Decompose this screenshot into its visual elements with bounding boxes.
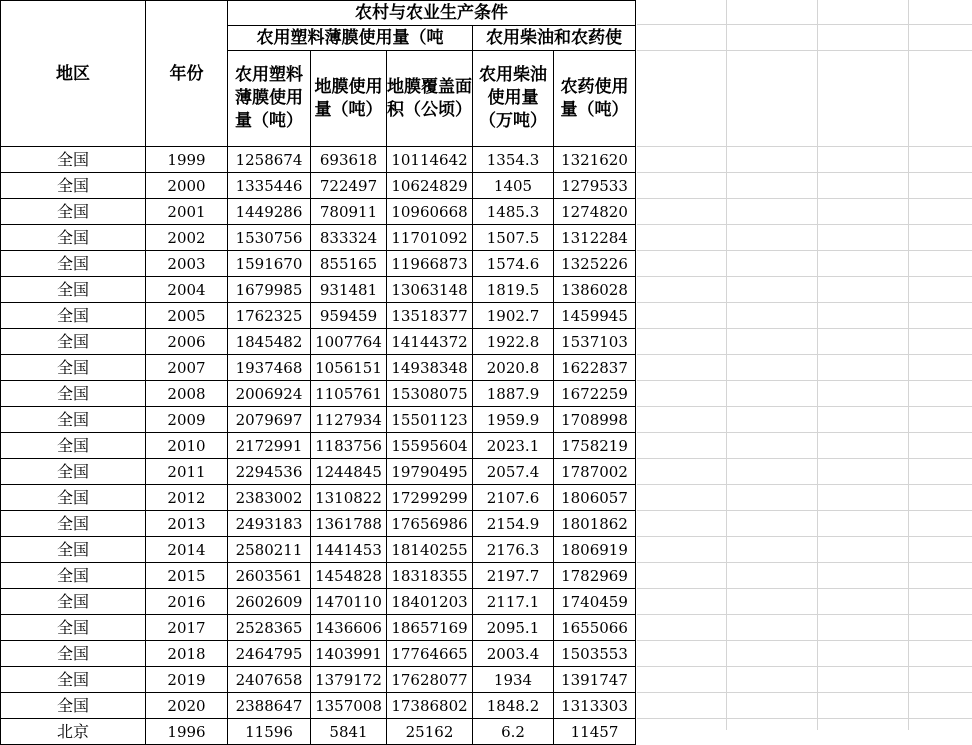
- cell-diesel[interactable]: 2023.1: [473, 433, 554, 459]
- table-row: [1, 199, 636, 225]
- cell-region[interactable]: 全国: [1, 485, 146, 511]
- cell-diesel[interactable]: 2107.6: [473, 485, 554, 511]
- grid-line: [637, 354, 972, 355]
- cell-year[interactable]: 2012: [146, 485, 228, 511]
- cell-diesel[interactable]: 1922.8: [473, 329, 554, 355]
- cell-year[interactable]: 2013: [146, 511, 228, 537]
- cell-region[interactable]: 全国: [1, 173, 146, 199]
- cell-mulch[interactable]: 1007764: [311, 329, 387, 355]
- cell-region[interactable]: 全国: [1, 303, 146, 329]
- cell-mulch[interactable]: 780911: [311, 199, 387, 225]
- cell-area[interactable]: 14938348: [387, 355, 473, 381]
- table-row: [1, 537, 636, 563]
- cell-diesel[interactable]: 1405: [473, 173, 554, 199]
- cell-mulch[interactable]: 1361788: [311, 511, 387, 537]
- cell-diesel[interactable]: 1887.9: [473, 381, 554, 407]
- table-row: [1, 433, 636, 459]
- cell-diesel[interactable]: 2176.3: [473, 537, 554, 563]
- cell-pesticide[interactable]: 1503553: [554, 641, 636, 667]
- cell-area[interactable]: 18401203: [387, 589, 473, 615]
- cell-film[interactable]: 2493183: [228, 511, 311, 537]
- cell-pesticide[interactable]: 1806919: [554, 537, 636, 563]
- cell-region[interactable]: 全国: [1, 667, 146, 693]
- cell-mulch[interactable]: 1244845: [311, 459, 387, 485]
- cell-pesticide[interactable]: 1655066: [554, 615, 636, 641]
- grid-line: [637, 302, 972, 303]
- cell-region[interactable]: 全国: [1, 277, 146, 303]
- cell-area[interactable]: 25162: [387, 719, 473, 745]
- cell-region[interactable]: 全国: [1, 147, 146, 173]
- grid-line: [637, 276, 972, 277]
- grid-line: [637, 198, 972, 199]
- cell-area[interactable]: 15308075: [387, 381, 473, 407]
- cell-pesticide[interactable]: 1312284: [554, 225, 636, 251]
- cell-pesticide[interactable]: 1740459: [554, 589, 636, 615]
- cell-year[interactable]: 2018: [146, 641, 228, 667]
- header-mulch[interactable]: 地膜使用量（吨）: [311, 51, 387, 147]
- cell-film[interactable]: 1845482: [228, 329, 311, 355]
- cell-year[interactable]: 2011: [146, 459, 228, 485]
- grid-line: [637, 432, 972, 433]
- grid-line: [637, 692, 972, 693]
- cell-pesticide[interactable]: 1321620: [554, 147, 636, 173]
- header-film[interactable]: 农用塑料薄膜使用量（吨）: [228, 51, 311, 147]
- cell-mulch[interactable]: 1310822: [311, 485, 387, 511]
- cell-year[interactable]: 2001: [146, 199, 228, 225]
- cell-pesticide[interactable]: 11457: [554, 719, 636, 745]
- grid-line: [637, 250, 972, 251]
- grid-line: [637, 24, 972, 25]
- table-row: [1, 381, 636, 407]
- cell-film[interactable]: 2407658: [228, 667, 311, 693]
- cell-mulch[interactable]: 1183756: [311, 433, 387, 459]
- header-year[interactable]: 年份: [146, 1, 228, 147]
- grid-line: [637, 172, 972, 173]
- grid-line: [637, 588, 972, 589]
- cell-area[interactable]: 18140255: [387, 537, 473, 563]
- cell-film[interactable]: 1258674: [228, 147, 311, 173]
- table-row: [1, 277, 636, 303]
- cell-year[interactable]: 1996: [146, 719, 228, 745]
- cell-region[interactable]: 全国: [1, 459, 146, 485]
- cell-diesel[interactable]: 6.2: [473, 719, 554, 745]
- table-row: [1, 615, 636, 641]
- cell-pesticide[interactable]: 1787002: [554, 459, 636, 485]
- cell-year[interactable]: 2015: [146, 563, 228, 589]
- header-area[interactable]: 地膜覆盖面积（公顷）: [387, 51, 473, 147]
- header-subgroup-plastic[interactable]: 农用塑料薄膜使用量（吨: [228, 26, 473, 51]
- grid-line: [637, 536, 972, 537]
- header-diesel[interactable]: 农用柴油使用量（万吨）: [473, 51, 554, 147]
- table-row: [1, 147, 636, 173]
- table-row: [1, 719, 636, 745]
- grid-line: [726, 0, 727, 730]
- cell-film[interactable]: 2580211: [228, 537, 311, 563]
- cell-year[interactable]: 2007: [146, 355, 228, 381]
- cell-film[interactable]: 2383002: [228, 485, 311, 511]
- cell-film[interactable]: 1530756: [228, 225, 311, 251]
- cell-film[interactable]: 2172991: [228, 433, 311, 459]
- grid-line: [637, 562, 972, 563]
- cell-diesel[interactable]: 2057.4: [473, 459, 554, 485]
- cell-year[interactable]: 2000: [146, 173, 228, 199]
- cell-pesticide[interactable]: 1386028: [554, 277, 636, 303]
- table-row: [1, 329, 636, 355]
- table-row: [1, 459, 636, 485]
- table-row: [1, 589, 636, 615]
- cell-year[interactable]: 2006: [146, 329, 228, 355]
- cell-region[interactable]: 全国: [1, 563, 146, 589]
- cell-year[interactable]: 1999: [146, 147, 228, 173]
- cell-region[interactable]: 全国: [1, 433, 146, 459]
- cell-area[interactable]: 18657169: [387, 615, 473, 641]
- cell-region[interactable]: 全国: [1, 329, 146, 355]
- cell-mulch[interactable]: 1454828: [311, 563, 387, 589]
- table-row: [1, 251, 636, 277]
- cell-region[interactable]: 全国: [1, 355, 146, 381]
- table-row: [1, 511, 636, 537]
- grid-line: [637, 640, 972, 641]
- table-row: [1, 667, 636, 693]
- grid-line: [637, 380, 972, 381]
- grid-line: [637, 484, 972, 485]
- cell-area[interactable]: 13063148: [387, 277, 473, 303]
- cell-film[interactable]: 1937468: [228, 355, 311, 381]
- table-row: [1, 355, 636, 381]
- cell-area[interactable]: 11966873: [387, 251, 473, 277]
- cell-region[interactable]: 全国: [1, 381, 146, 407]
- header-region[interactable]: 地区: [1, 1, 146, 147]
- cell-diesel[interactable]: 1354.3: [473, 147, 554, 173]
- cell-region[interactable]: 全国: [1, 641, 146, 667]
- cell-year[interactable]: 2004: [146, 277, 228, 303]
- cell-mulch[interactable]: 1127934: [311, 407, 387, 433]
- cell-year[interactable]: 2019: [146, 667, 228, 693]
- cell-region[interactable]: 全国: [1, 693, 146, 719]
- cell-film[interactable]: 2388647: [228, 693, 311, 719]
- cell-region[interactable]: 全国: [1, 407, 146, 433]
- grid-line: [637, 614, 972, 615]
- table-row: [1, 407, 636, 433]
- cell-year[interactable]: 2010: [146, 433, 228, 459]
- grid-line: [637, 406, 972, 407]
- cell-film[interactable]: 2603561: [228, 563, 311, 589]
- cell-region[interactable]: 全国: [1, 225, 146, 251]
- cell-pesticide[interactable]: 1537103: [554, 329, 636, 355]
- cell-film[interactable]: 1679985: [228, 277, 311, 303]
- cell-diesel[interactable]: 2003.4: [473, 641, 554, 667]
- cell-mulch[interactable]: 5841: [311, 719, 387, 745]
- cell-film[interactable]: 2294536: [228, 459, 311, 485]
- cell-area[interactable]: 17656986: [387, 511, 473, 537]
- grid-line: [637, 666, 972, 667]
- cell-area[interactable]: 15501123: [387, 407, 473, 433]
- cell-diesel[interactable]: 2095.1: [473, 615, 554, 641]
- cell-mulch[interactable]: 959459: [311, 303, 387, 329]
- cell-diesel[interactable]: 1902.7: [473, 303, 554, 329]
- table-row: [1, 693, 636, 719]
- cell-mulch[interactable]: 1357008: [311, 693, 387, 719]
- cell-area[interactable]: 10960668: [387, 199, 473, 225]
- cell-pesticide[interactable]: 1622837: [554, 355, 636, 381]
- cell-film[interactable]: 2006924: [228, 381, 311, 407]
- grid-line: [637, 458, 972, 459]
- header-pesticide[interactable]: 农药使用量（吨）: [554, 51, 636, 147]
- cell-year[interactable]: 2017: [146, 615, 228, 641]
- header-subgroup-diesel[interactable]: 农用柴油和农药使: [473, 26, 636, 51]
- cell-film[interactable]: 11596: [228, 719, 311, 745]
- cell-year[interactable]: 2009: [146, 407, 228, 433]
- cell-area[interactable]: 15595604: [387, 433, 473, 459]
- cell-mulch[interactable]: 855165: [311, 251, 387, 277]
- cell-diesel[interactable]: 1574.6: [473, 251, 554, 277]
- cell-diesel[interactable]: 2117.1: [473, 589, 554, 615]
- cell-year[interactable]: 2003: [146, 251, 228, 277]
- grid-line: [637, 510, 972, 511]
- grid-line: [637, 146, 972, 147]
- cell-year[interactable]: 2020: [146, 693, 228, 719]
- cell-area[interactable]: 10114642: [387, 147, 473, 173]
- cell-film[interactable]: 1762325: [228, 303, 311, 329]
- table-row: [1, 303, 636, 329]
- cell-region[interactable]: 全国: [1, 537, 146, 563]
- cell-film[interactable]: 1591670: [228, 251, 311, 277]
- table-row: [1, 485, 636, 511]
- cell-diesel[interactable]: 2197.7: [473, 563, 554, 589]
- grid-line: [637, 718, 972, 719]
- header-group-title[interactable]: 农村与农业生产条件: [228, 1, 636, 26]
- cell-area[interactable]: 13518377: [387, 303, 473, 329]
- cell-pesticide[interactable]: 1279533: [554, 173, 636, 199]
- cell-year[interactable]: 2014: [146, 537, 228, 563]
- grid-line: [637, 328, 972, 329]
- cell-pesticide[interactable]: 1459945: [554, 303, 636, 329]
- grid-line: [817, 0, 818, 730]
- cell-mulch[interactable]: 1105761: [311, 381, 387, 407]
- cell-area[interactable]: 18318355: [387, 563, 473, 589]
- cell-mulch[interactable]: 931481: [311, 277, 387, 303]
- cell-diesel[interactable]: 1507.5: [473, 225, 554, 251]
- cell-year[interactable]: 2005: [146, 303, 228, 329]
- cell-pesticide[interactable]: 1782969: [554, 563, 636, 589]
- cell-pesticide[interactable]: 1391747: [554, 667, 636, 693]
- cell-pesticide[interactable]: 1806057: [554, 485, 636, 511]
- cell-area[interactable]: 17386802: [387, 693, 473, 719]
- cell-film[interactable]: 2464795: [228, 641, 311, 667]
- cell-area[interactable]: 10624829: [387, 173, 473, 199]
- cell-pesticide[interactable]: 1672259: [554, 381, 636, 407]
- cell-region[interactable]: 全国: [1, 589, 146, 615]
- cell-area[interactable]: 19790495: [387, 459, 473, 485]
- cell-mulch[interactable]: 833324: [311, 225, 387, 251]
- cell-pesticide[interactable]: 1708998: [554, 407, 636, 433]
- grid-line: [908, 0, 909, 730]
- cell-region[interactable]: 全国: [1, 251, 146, 277]
- cell-area[interactable]: 17764665: [387, 641, 473, 667]
- cell-region[interactable]: 北京: [1, 719, 146, 745]
- cell-mulch[interactable]: 1403991: [311, 641, 387, 667]
- cell-mulch[interactable]: 1470110: [311, 589, 387, 615]
- cell-year[interactable]: 2016: [146, 589, 228, 615]
- table-row: [1, 225, 636, 251]
- cell-diesel[interactable]: 1848.2: [473, 693, 554, 719]
- cell-pesticide[interactable]: 1325226: [554, 251, 636, 277]
- table-row: [1, 641, 636, 667]
- cell-diesel[interactable]: 1959.9: [473, 407, 554, 433]
- cell-film[interactable]: 2079697: [228, 407, 311, 433]
- cell-year[interactable]: 2008: [146, 381, 228, 407]
- cell-mulch[interactable]: 1379172: [311, 667, 387, 693]
- table-row: [1, 563, 636, 589]
- cell-pesticide[interactable]: 1801862: [554, 511, 636, 537]
- cell-area[interactable]: 11701092: [387, 225, 473, 251]
- cell-area[interactable]: 17628077: [387, 667, 473, 693]
- cell-mulch[interactable]: 693618: [311, 147, 387, 173]
- cell-film[interactable]: 2528365: [228, 615, 311, 641]
- cell-mulch[interactable]: 1436606: [311, 615, 387, 641]
- cell-diesel[interactable]: 1819.5: [473, 277, 554, 303]
- cell-mulch[interactable]: 1441453: [311, 537, 387, 563]
- cell-diesel[interactable]: 1485.3: [473, 199, 554, 225]
- cell-region[interactable]: 全国: [1, 511, 146, 537]
- cell-film[interactable]: 2602609: [228, 589, 311, 615]
- cell-diesel[interactable]: 1934: [473, 667, 554, 693]
- cell-pesticide[interactable]: 1313303: [554, 693, 636, 719]
- cell-pesticide[interactable]: 1274820: [554, 199, 636, 225]
- cell-area[interactable]: 14144372: [387, 329, 473, 355]
- cell-region[interactable]: 全国: [1, 199, 146, 225]
- cell-film[interactable]: 1335446: [228, 173, 311, 199]
- cell-region[interactable]: 全国: [1, 615, 146, 641]
- cell-diesel[interactable]: 2020.8: [473, 355, 554, 381]
- cell-area[interactable]: 17299299: [387, 485, 473, 511]
- cell-mulch[interactable]: 722497: [311, 173, 387, 199]
- cell-year[interactable]: 2002: [146, 225, 228, 251]
- cell-diesel[interactable]: 2154.9: [473, 511, 554, 537]
- table-row: [1, 173, 636, 199]
- cell-pesticide[interactable]: 1758219: [554, 433, 636, 459]
- cell-film[interactable]: 1449286: [228, 199, 311, 225]
- grid-line: [637, 50, 972, 51]
- grid-line: [637, 224, 972, 225]
- cell-mulch[interactable]: 1056151: [311, 355, 387, 381]
